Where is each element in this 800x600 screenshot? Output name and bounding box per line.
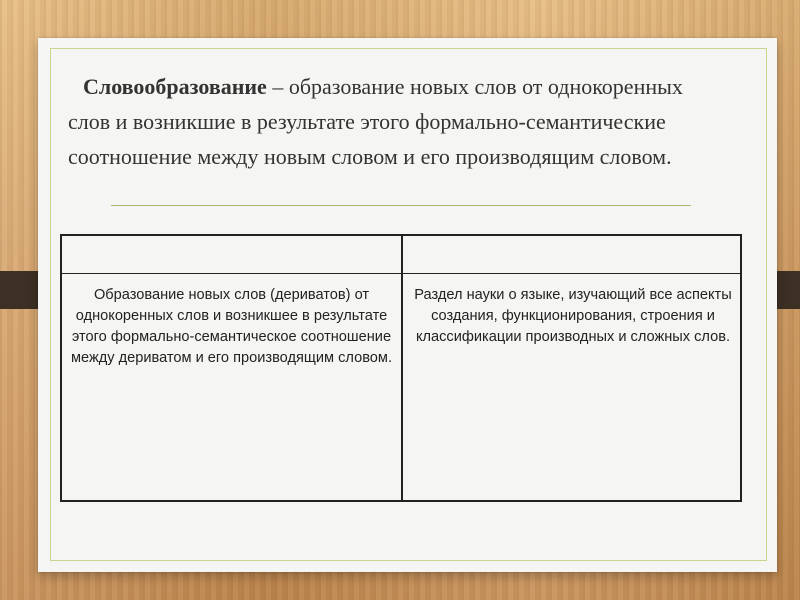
presentation-slide xyxy=(38,38,777,572)
definition-term: Словообразование xyxy=(83,74,267,99)
definition-paragraph xyxy=(68,69,728,174)
comparison-table xyxy=(60,234,742,502)
definition-text: – образование новых слов от однокоренных слов и возникшие в результате этого формально-семантические соотношение между новым словом и его производящим словом. xyxy=(68,74,683,169)
table-column-separator xyxy=(401,236,403,500)
title-divider xyxy=(111,205,691,206)
table-cell-left: Образование новых слов (дериватов) от однокоренных слов и возникшее в результате этого формально-семантическое соотношение между дериватом и его производящим словом. xyxy=(70,287,393,366)
table-cell-right: Раздел науки о языке, изучающий все аспекты создания, функционирования, строения и классификации производных и сложных слов. xyxy=(414,287,732,345)
